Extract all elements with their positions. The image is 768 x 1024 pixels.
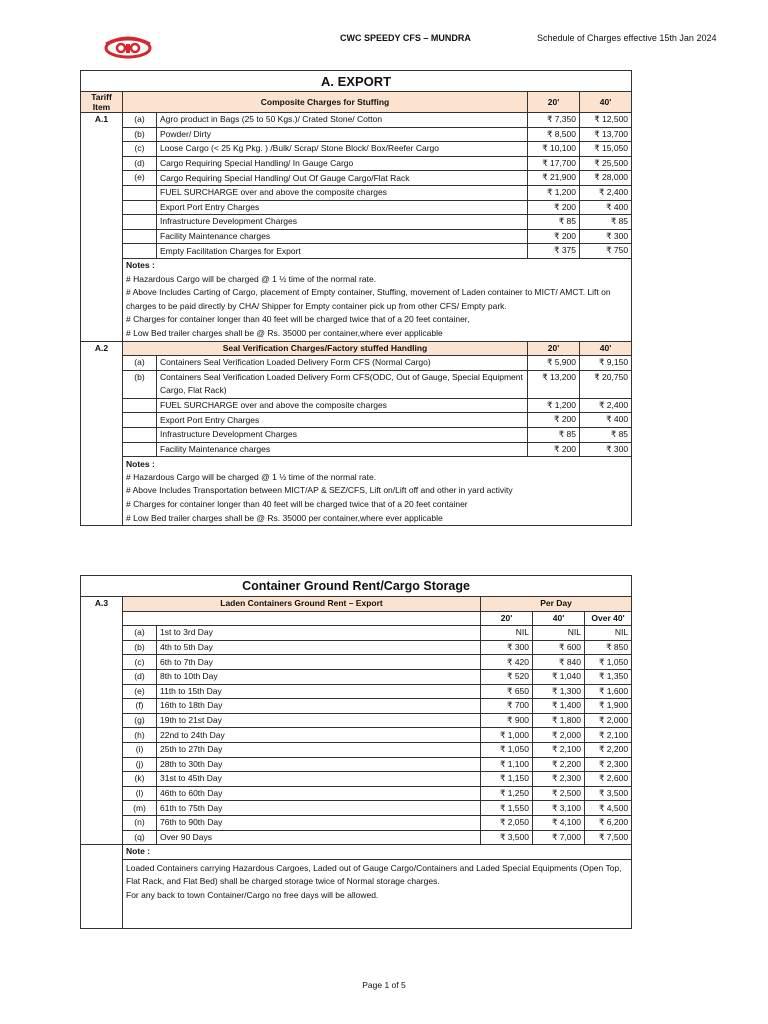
row-code (123, 185, 157, 200)
table-row (81, 142, 632, 157)
row-code (123, 398, 157, 413)
row-value-40: ₹ 2,400 (580, 185, 632, 200)
row-description: Facility Maintenance charges (157, 229, 528, 244)
a3-id-spacer (81, 830, 123, 845)
export-charges-table (80, 70, 632, 526)
row-code: (b) (123, 370, 157, 398)
table-row (81, 713, 632, 728)
row-value-over40: NIL (585, 626, 632, 641)
a2-notes-label: Notes : (123, 457, 632, 471)
row-value-40: ₹ 3,100 (533, 801, 585, 816)
row-value-20: ₹ 200 (528, 200, 580, 215)
row-value-40: ₹ 840 (533, 655, 585, 670)
row-code: (d) (123, 156, 157, 171)
table-row (81, 684, 632, 699)
row-value-40: ₹ 300 (580, 229, 632, 244)
row-value-40: ₹ 4,100 (533, 815, 585, 830)
table-row (81, 815, 632, 830)
note-line: For any back to town Container/Cargo no free days will be allowed. (126, 889, 379, 900)
row-code (123, 413, 157, 428)
row-value-over40: ₹ 2,300 (585, 757, 632, 772)
row-value-20: ₹ 1,000 (481, 728, 533, 743)
export-section-title: A. EXPORT (81, 71, 632, 92)
a3-blank-header (123, 611, 481, 626)
a3-id-spacer (81, 699, 123, 714)
row-value-40: ₹ 7,000 (533, 830, 585, 845)
row-description: 46th to 60th Day (157, 786, 481, 801)
row-value-40: ₹ 1,040 (533, 669, 585, 684)
row-value-20: ₹ 1,100 (481, 757, 533, 772)
row-description: Powder/ Dirty (157, 127, 528, 142)
row-value-20: ₹ 2,050 (481, 815, 533, 830)
table-row (81, 200, 632, 215)
row-value-40: ₹ 2,100 (533, 742, 585, 757)
row-description: Empty Facilitation Charges for Export (157, 244, 528, 259)
row-value-20: ₹ 300 (481, 640, 533, 655)
row-description: Over 90 Days (157, 830, 481, 845)
a3-id-spacer (81, 684, 123, 699)
table-row (81, 156, 632, 171)
row-description: 61th to 75th Day (157, 801, 481, 816)
row-description: 11th to 15th Day (157, 684, 481, 699)
row-code: (g) (123, 713, 157, 728)
a3-id-spacer (81, 640, 123, 655)
note-row (81, 498, 632, 512)
col-20-header: 20' (528, 92, 580, 113)
a2-notes-label-row (81, 457, 632, 471)
a3-col-20: 20' (481, 611, 533, 626)
row-description: 76th to 90th Day (157, 815, 481, 830)
table-row (81, 728, 632, 743)
table-row (81, 171, 632, 186)
row-description: Containers Seal Verification Loaded Delivery Form CFS (Normal Cargo) (157, 356, 528, 371)
table-row (81, 626, 632, 641)
row-description: Infrastructure Development Charges (157, 215, 528, 230)
a3-id-spacer (81, 757, 123, 772)
row-value-over40: ₹ 2,100 (585, 728, 632, 743)
a3-id-spacer (81, 713, 123, 728)
a3-note-label: Note : (123, 845, 632, 860)
table-row (81, 742, 632, 757)
row-description: FUEL SURCHARGE over and above the composite charges (157, 185, 528, 200)
row-code: (j) (123, 757, 157, 772)
row-code: (k) (123, 772, 157, 787)
note-text: # Above Includes Transportation between MICT/AP & SEZ/CFS, Lift on/Lift off and other in yard activity (123, 484, 632, 498)
row-description: Facility Maintenance charges (157, 442, 528, 457)
row-value-20: ₹ 200 (528, 442, 580, 457)
table-row (81, 699, 632, 714)
table-row (81, 757, 632, 772)
row-value-40: ₹ 13,700 (580, 127, 632, 142)
document-title: CWC SPEEDY CFS – MUNDRA (340, 33, 471, 43)
a3-id-spacer (81, 626, 123, 641)
table-row (81, 413, 632, 428)
a3-id-spacer (81, 801, 123, 816)
a3-col-over40: Over 40' (585, 611, 632, 626)
row-value-over40: ₹ 2,200 (585, 742, 632, 757)
table-row (81, 229, 632, 244)
a3-id-spacer (81, 742, 123, 757)
row-description: 31st to 45th Day (157, 772, 481, 787)
row-value-20: ₹ 200 (528, 229, 580, 244)
row-value-40: ₹ 300 (580, 442, 632, 457)
row-code: (d) (123, 669, 157, 684)
row-code: (q) (123, 830, 157, 845)
note-row (81, 327, 632, 341)
row-value-20: ₹ 1,250 (481, 786, 533, 801)
row-value-over40: ₹ 3,500 (585, 786, 632, 801)
row-code (123, 200, 157, 215)
row-value-40: ₹ 2,400 (580, 398, 632, 413)
table-row (81, 801, 632, 816)
row-value-20: ₹ 17,700 (528, 156, 580, 171)
row-value-20: ₹ 8,500 (528, 127, 580, 142)
row-code: (e) (123, 684, 157, 699)
row-value-20: ₹ 10,100 (528, 142, 580, 157)
a3-id-spacer (81, 728, 123, 743)
table-row (81, 428, 632, 443)
row-description: 16th to 18th Day (157, 699, 481, 714)
row-value-40: ₹ 25,500 (580, 156, 632, 171)
row-value-40: ₹ 400 (580, 200, 632, 215)
row-description: 19th to 21st Day (157, 713, 481, 728)
row-value-40: ₹ 28,000 (580, 171, 632, 186)
row-value-20: ₹ 520 (481, 669, 533, 684)
row-value-40: NIL (533, 626, 585, 641)
a3-col-40: 40' (533, 611, 585, 626)
col-40-header: 40' (580, 92, 632, 113)
note-text: # Charges for container longer than 40 feet will be charged twice that of a 20 feet container, (123, 313, 632, 327)
a2-col-40: 40' (580, 341, 632, 356)
table-row (81, 640, 632, 655)
row-code: (m) (123, 801, 157, 816)
row-code: (b) (123, 640, 157, 655)
row-code: (c) (123, 655, 157, 670)
a2-header-row (81, 341, 632, 356)
row-value-20: NIL (481, 626, 533, 641)
cwc-logo-icon (100, 30, 156, 60)
table-row (81, 655, 632, 670)
row-value-over40: ₹ 850 (585, 640, 632, 655)
page-number: Page 1 of 5 (362, 980, 406, 990)
row-code: (l) (123, 786, 157, 801)
a3-note-row (81, 859, 632, 928)
row-value-40: ₹ 750 (580, 244, 632, 259)
row-value-20: ₹ 1,550 (481, 801, 533, 816)
row-code: (c) (123, 142, 157, 157)
row-value-20: ₹ 85 (528, 428, 580, 443)
a3-id-spacer (81, 669, 123, 684)
table-row (81, 127, 632, 142)
row-code (123, 215, 157, 230)
row-value-40: ₹ 400 (580, 413, 632, 428)
row-value-20: ₹ 650 (481, 684, 533, 699)
row-description: 4th to 5th Day (157, 640, 481, 655)
row-description: Loose Cargo (< 25 Kg Pkg. ) /Bulk/ Scrap/ Stone Block/ Box/Reefer Cargo (157, 142, 528, 157)
a3-id-spacer (81, 815, 123, 830)
row-value-20: ₹ 5,900 (528, 356, 580, 371)
row-description: 8th to 10th Day (157, 669, 481, 684)
row-code: (b) (123, 127, 157, 142)
row-description: Cargo Requiring Special Handling/ Out Of Gauge Cargo/Flat Rack (157, 171, 528, 186)
table-row (81, 669, 632, 684)
row-code: (i) (123, 742, 157, 757)
table-row (81, 830, 632, 845)
row-description: 1st to 3rd Day (157, 626, 481, 641)
row-description: Export Port Entry Charges (157, 413, 528, 428)
note-row (81, 286, 632, 313)
note-text: # Charges for container longer than 40 feet will be charged twice that of a 20 feet container (123, 498, 632, 512)
a3-item-id: A.3 (81, 597, 123, 626)
note-text: # Low Bed trailer charges shall be @ Rs. 35000 per container,where ever applicable (123, 512, 632, 526)
note-row (81, 273, 632, 287)
row-description: Infrastructure Development Charges (157, 428, 528, 443)
table-row (81, 370, 632, 398)
table-row (81, 772, 632, 787)
row-value-over40: ₹ 4,500 (585, 801, 632, 816)
row-code: (f) (123, 699, 157, 714)
table-row (81, 185, 632, 200)
row-value-over40: ₹ 7,500 (585, 830, 632, 845)
row-value-40: ₹ 2,500 (533, 786, 585, 801)
row-value-40: ₹ 85 (580, 215, 632, 230)
row-code (123, 244, 157, 259)
table-row (81, 442, 632, 457)
a3-note-label-row (81, 845, 632, 860)
note-text: # Above Includes Carting of Cargo, placement of Empty container, Stuffing, movement of Laden container to MICT/ AMCT. Lift on charges to be paid directly by CHA/ Shipper for Empty container pick up from other CFS/ Empty park. (123, 286, 632, 313)
note-text: # Hazardous Cargo will be charged @ 1 ½ time of the normal rate. (123, 471, 632, 485)
a2-item-id: A.2 (81, 341, 123, 526)
row-value-20: ₹ 3,500 (481, 830, 533, 845)
a1-item-id: A.1 (81, 113, 123, 342)
tariff-item-header: Tariff Item (81, 92, 123, 113)
row-value-40: ₹ 12,500 (580, 113, 632, 128)
row-code (123, 428, 157, 443)
note-row (81, 512, 632, 526)
a2-col-20: 20' (528, 341, 580, 356)
row-value-20: ₹ 900 (481, 713, 533, 728)
row-value-20: ₹ 700 (481, 699, 533, 714)
row-value-40: ₹ 9,150 (580, 356, 632, 371)
row-value-40: ₹ 20,750 (580, 370, 632, 398)
row-value-20: ₹ 420 (481, 655, 533, 670)
row-code: (a) (123, 113, 157, 128)
a3-note-text (123, 859, 632, 928)
a2-heading: Seal Verification Charges/Factory stuffed Handling (123, 341, 528, 356)
table-row (81, 215, 632, 230)
table-row (81, 113, 632, 128)
row-description: 22nd to 24th Day (157, 728, 481, 743)
row-value-over40: ₹ 2,600 (585, 772, 632, 787)
row-value-20: ₹ 1,050 (481, 742, 533, 757)
note-text: # Low Bed trailer charges shall be @ Rs. 35000 per container,where ever applicable (123, 327, 632, 341)
row-description: 25th to 27th Day (157, 742, 481, 757)
row-value-20: ₹ 13,200 (528, 370, 580, 398)
row-value-over40: ₹ 1,600 (585, 684, 632, 699)
row-value-20: ₹ 1,200 (528, 185, 580, 200)
row-description: 6th to 7th Day (157, 655, 481, 670)
row-value-40: ₹ 2,200 (533, 757, 585, 772)
row-description: Cargo Requiring Special Handling/ In Gauge Cargo (157, 156, 528, 171)
a1-notes-label-row (81, 258, 632, 272)
per-day-header: Per Day (481, 597, 632, 612)
row-value-40: ₹ 2,300 (533, 772, 585, 787)
a3-id-spacer (81, 786, 123, 801)
row-value-over40: ₹ 6,200 (585, 815, 632, 830)
row-value-20: ₹ 85 (528, 215, 580, 230)
row-value-40: ₹ 2,000 (533, 728, 585, 743)
row-value-over40: ₹ 1,050 (585, 655, 632, 670)
row-value-over40: ₹ 1,350 (585, 669, 632, 684)
row-description: FUEL SURCHARGE over and above the composite charges (157, 398, 528, 413)
row-value-20: ₹ 21,900 (528, 171, 580, 186)
note-row (81, 484, 632, 498)
a1-notes-label: Notes : (123, 258, 632, 272)
row-description: Export Port Entry Charges (157, 200, 528, 215)
row-description: 28th to 30th Day (157, 757, 481, 772)
row-code: (h) (123, 728, 157, 743)
row-code: (a) (123, 626, 157, 641)
table-row (81, 786, 632, 801)
row-code: (a) (123, 356, 157, 371)
row-value-20: ₹ 200 (528, 413, 580, 428)
row-value-40: ₹ 15,050 (580, 142, 632, 157)
row-description: Agro product in Bags (25 to 50 Kgs.)/ Crated Stone/ Cotton (157, 113, 528, 128)
note-text: # Hazardous Cargo will be charged @ 1 ½ time of the normal rate. (123, 273, 632, 287)
row-code: (e) (123, 171, 157, 186)
row-code (123, 442, 157, 457)
row-value-20: ₹ 375 (528, 244, 580, 259)
a3-id-spacer (81, 655, 123, 670)
note-row (81, 313, 632, 327)
a3-id-spacer (81, 772, 123, 787)
row-value-40: ₹ 600 (533, 640, 585, 655)
a3-heading: Laden Containers Ground Rent – Export (123, 597, 481, 612)
row-value-over40: ₹ 1,900 (585, 699, 632, 714)
row-value-20: ₹ 7,350 (528, 113, 580, 128)
row-code (123, 229, 157, 244)
row-value-40: ₹ 85 (580, 428, 632, 443)
table-row (81, 398, 632, 413)
row-value-40: ₹ 1,400 (533, 699, 585, 714)
note-line: Loaded Containers carrying Hazardous Cargoes, Laded out of Gauge Cargo/Containers and Laded Special Equipments (Open Top, Flat Rack, and Flat Bed) shall be charged storage twice of Normal storage charges. (126, 862, 622, 887)
note-row (81, 471, 632, 485)
table-row (81, 244, 632, 259)
ground-rent-table (80, 575, 632, 929)
row-value-20: ₹ 1,150 (481, 772, 533, 787)
schedule-effective-date: Schedule of Charges effective 15th Jan 2024 (537, 33, 717, 43)
a3-note-spacer (81, 845, 123, 860)
row-value-40: ₹ 1,800 (533, 713, 585, 728)
row-description: Containers Seal Verification Loaded Delivery Form CFS(ODC, Out of Gauge, Special Equipment Cargo, Flat Rack) (157, 370, 528, 398)
row-value-20: ₹ 1,200 (528, 398, 580, 413)
row-value-40: ₹ 1,300 (533, 684, 585, 699)
row-value-over40: ₹ 2,000 (585, 713, 632, 728)
table-row (81, 356, 632, 371)
a3-note-spacer (81, 859, 123, 928)
storage-section-title: Container Ground Rent/Cargo Storage (81, 576, 632, 597)
composite-charges-header: Composite Charges for Stuffing (123, 92, 528, 113)
row-code: (n) (123, 815, 157, 830)
